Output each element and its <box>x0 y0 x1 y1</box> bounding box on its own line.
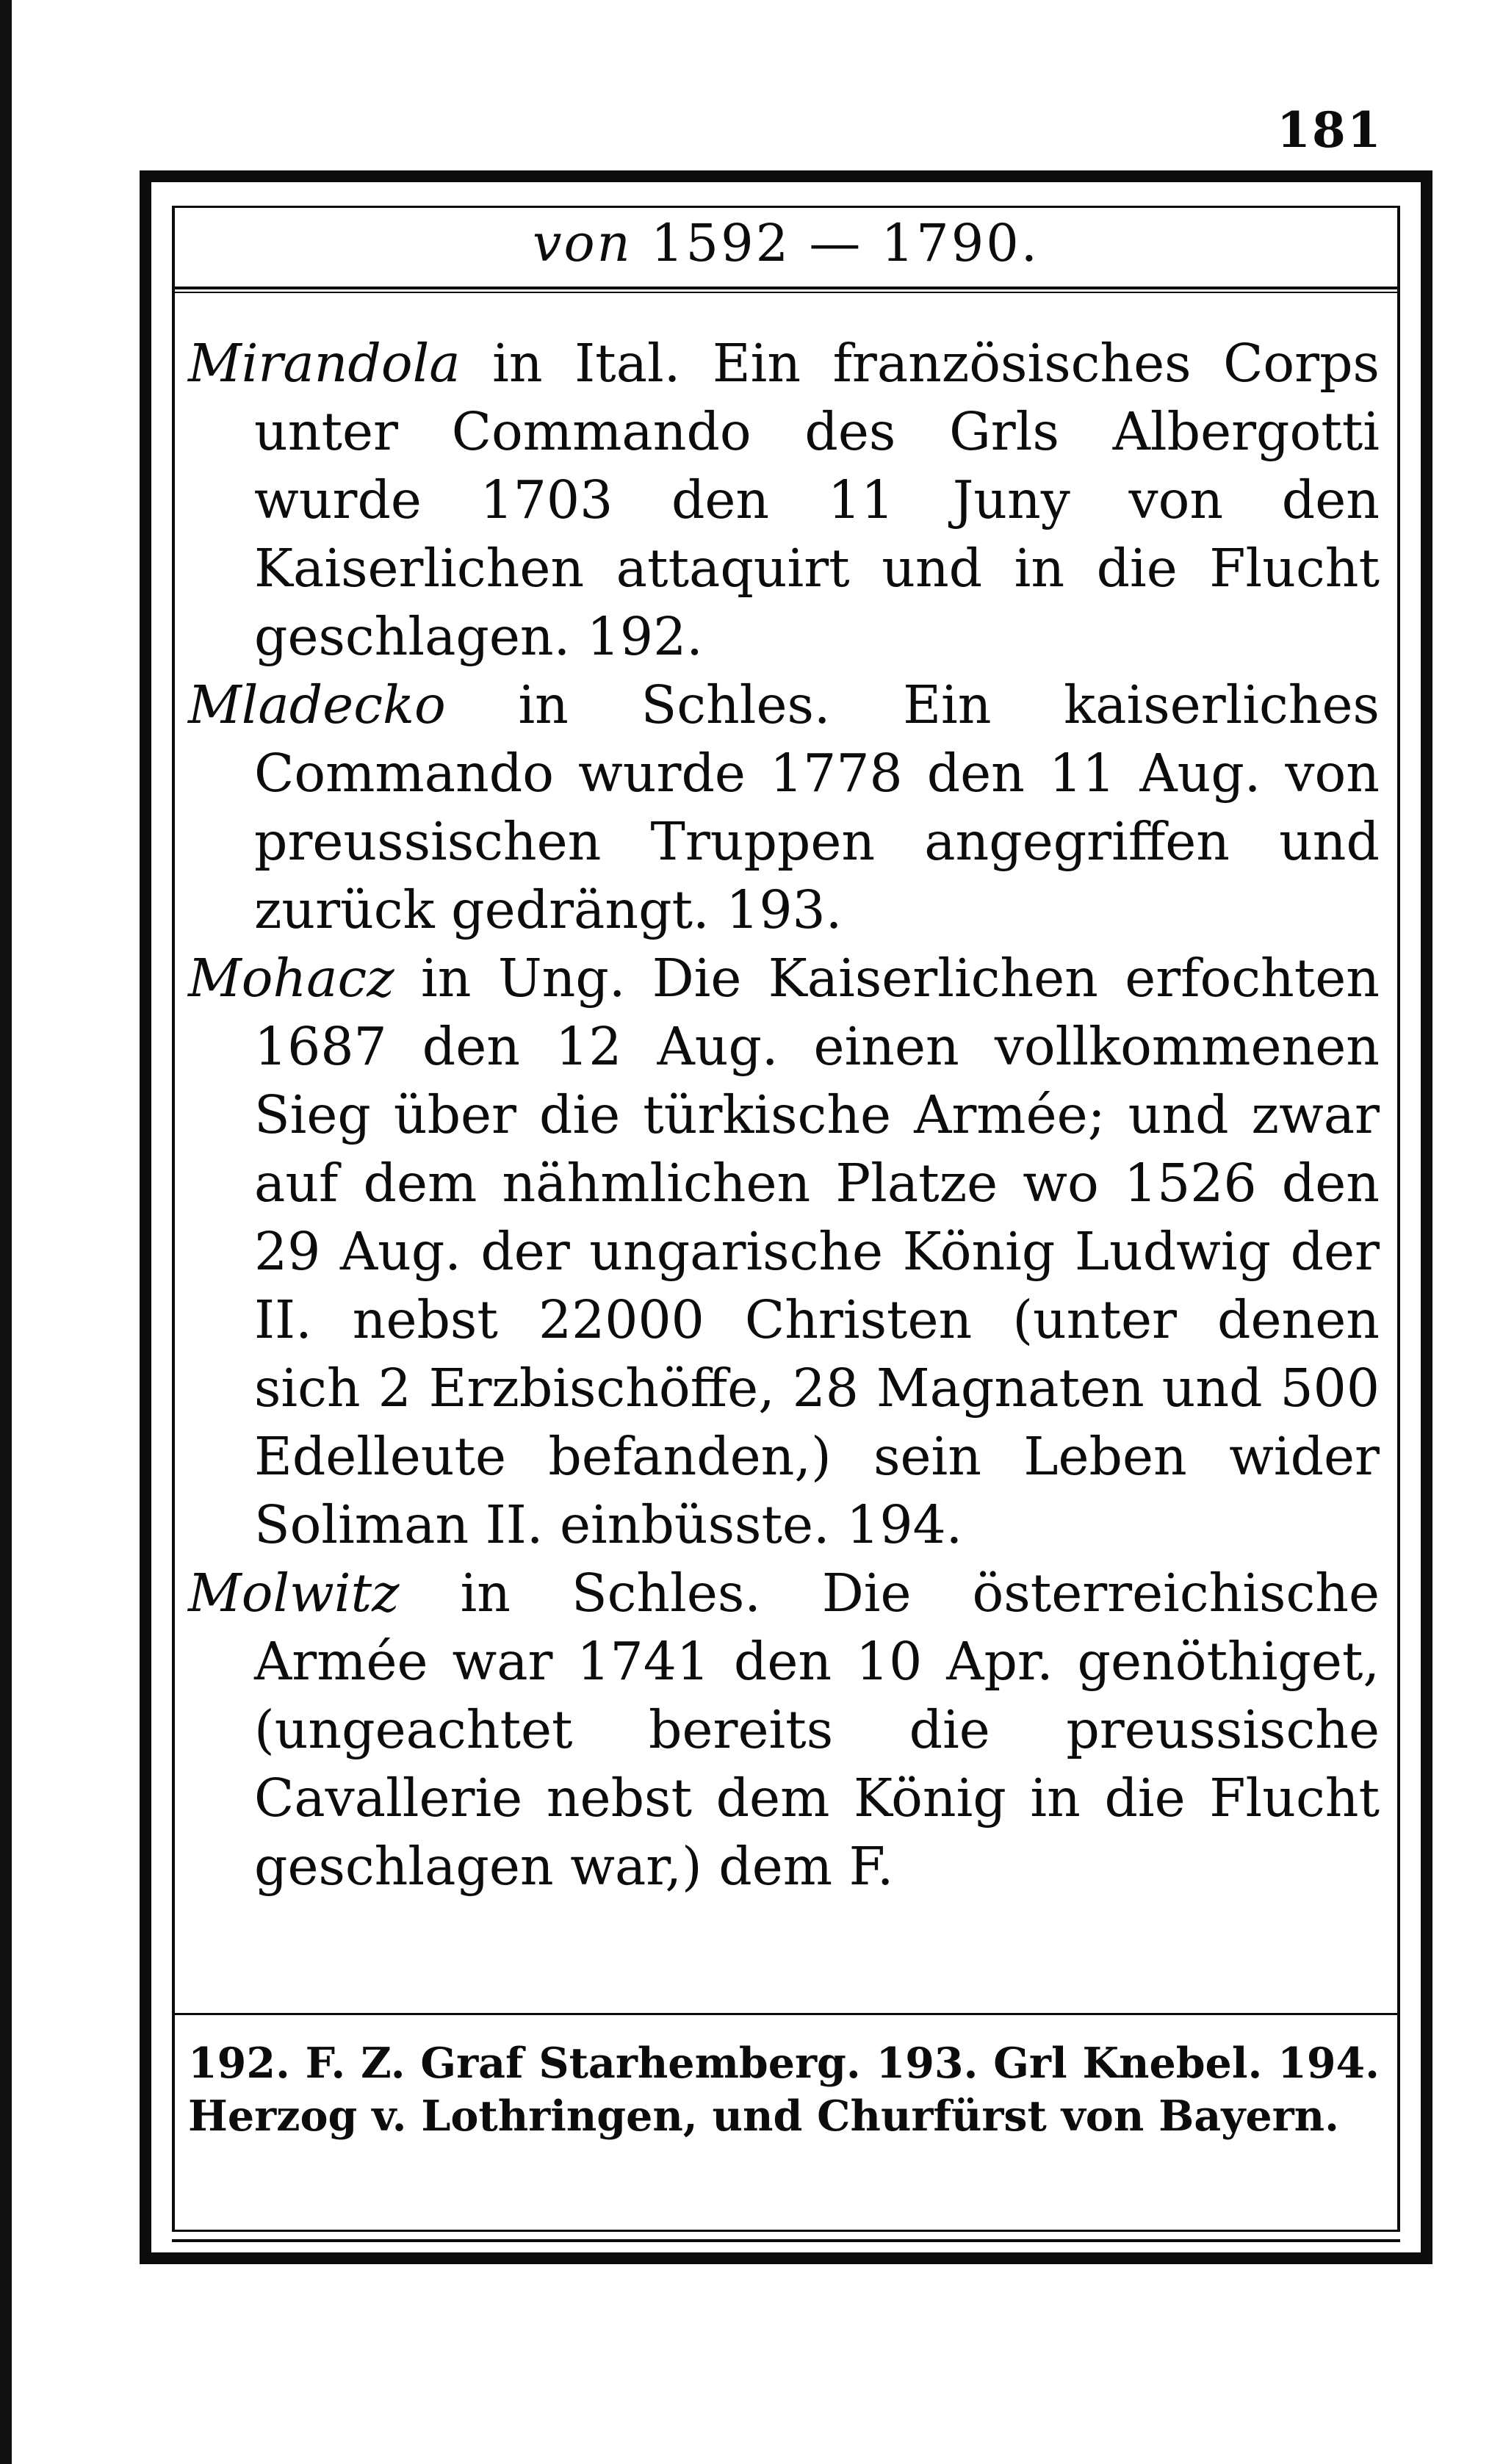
entry-place: Mohacz <box>188 948 394 1009</box>
entry-molwitz <box>188 1559 1380 1901</box>
footnotes: 192. F. Z. Graf Starhemberg. 193. Grl Knebel. 194. Herzog v. Lothringen, und Churfürst von Bayern. <box>188 2039 1380 2141</box>
entry-mirandola <box>188 329 1380 671</box>
running-head-von: von <box>532 213 632 273</box>
running-head <box>151 213 1421 273</box>
entry-text: in Schles. Die österreichische Armée war 1741 den 10 Apr. genöthiget, (ungeachtet bereits die preussische Cavallerie nebst dem König in die Flucht geschlagen war,) dem F. <box>254 1563 1380 1897</box>
entry-text: in Ung. Die Kaiserlichen erfochten 1687 den 12 Aug. einen vollkommenen Sieg über die türkische Armée; und zwar auf dem nähmlichen Platze wo 1526 den 29 Aug. der ungarische König Ludwig der II. nebst 22000 Christen (unter denen sich 2 Erzbischöffe, 28 Magnaten und 500 Edelleute befanden,) sein Leben wider Soliman II. einbüsste. 194. <box>254 948 1380 1555</box>
entry-mohacz <box>188 944 1380 1559</box>
page-frame <box>140 170 1432 2264</box>
entry-text: in Ital. Ein französisches Corps unter Commando des Grls Albergotti wurde 1703 den 11 Juny von den Kaiserlichen attaquirt und in die Flucht geschlagen. 192. <box>254 333 1380 667</box>
entry-place: Mirandola <box>188 333 461 394</box>
entry-text: in Schles. Ein kaiserliches Commando wurde 1778 den 11 Aug. von preussischen Truppen angegriffen und zurück gedrängt. 193. <box>254 674 1380 940</box>
header-rule <box>175 287 1397 293</box>
page-number: 181 <box>1277 101 1383 159</box>
entry-list <box>188 329 1380 1901</box>
footnote-rule <box>175 2013 1397 2015</box>
page-left-edge <box>0 0 12 2464</box>
bottom-rule <box>172 2239 1400 2242</box>
entry-place: Mladecko <box>188 674 446 735</box>
entry-place: Molwitz <box>188 1563 400 1624</box>
running-head-years: 1592 — 1790. <box>651 213 1040 273</box>
entry-mladecko <box>188 671 1380 944</box>
